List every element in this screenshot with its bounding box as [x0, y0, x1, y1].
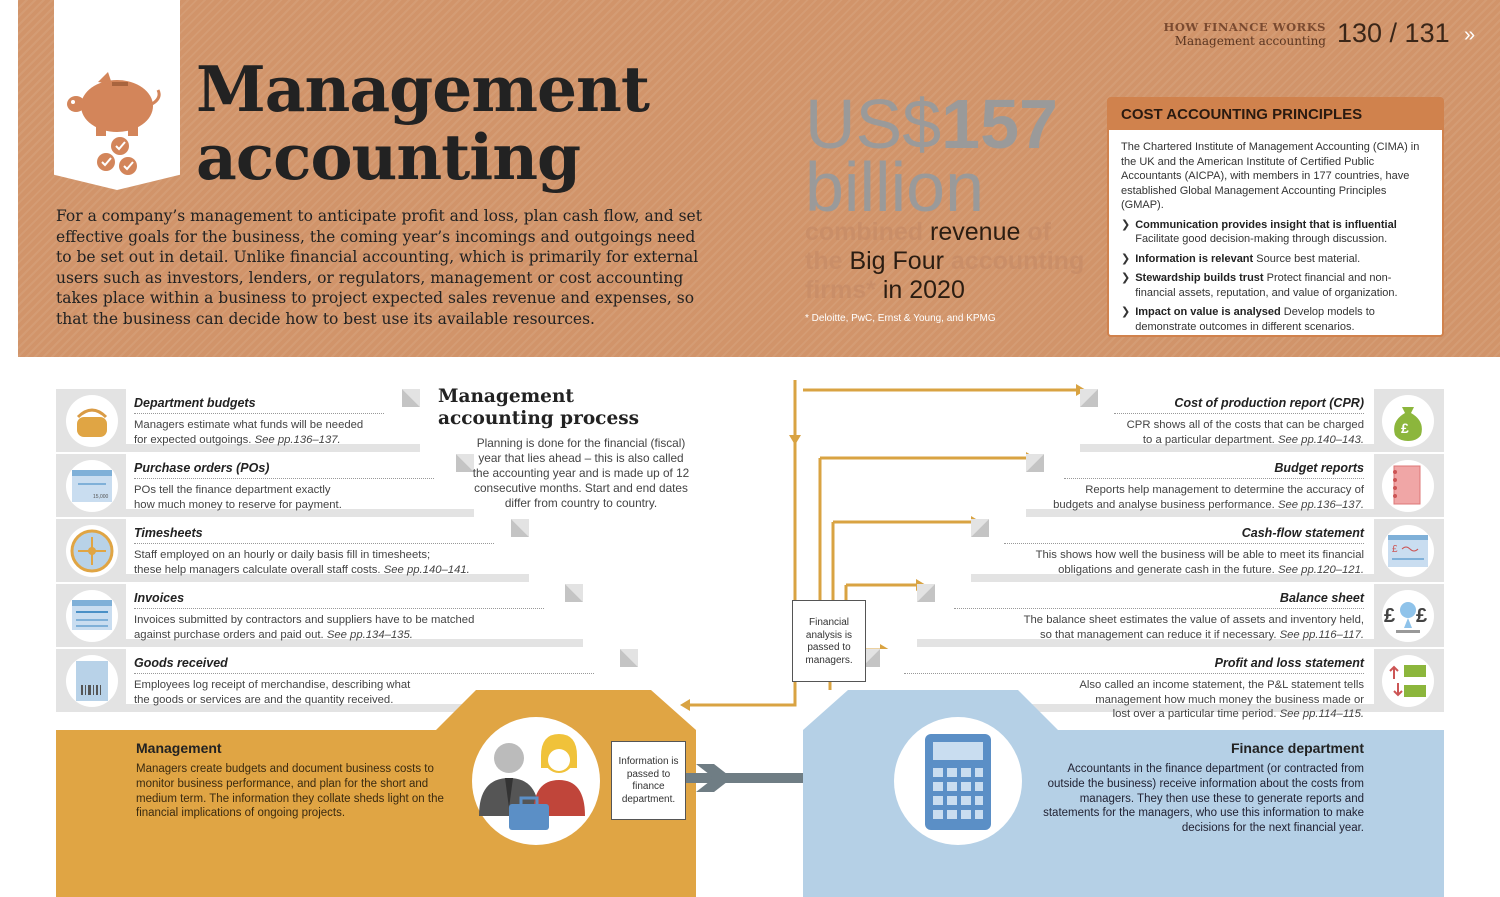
stat-word: combined: [805, 218, 924, 246]
stat-word: Big Four: [849, 247, 944, 275]
chevron-right-icon: ❯: [1121, 272, 1131, 284]
running-section: HOW FINANCE WORKS: [1163, 20, 1326, 34]
page-ref: See pp.140–141.: [383, 563, 470, 576]
cost-principles-intro: The Chartered Institute of Management Accounting (CIMA) in the UK and the American Institute of Certified Public Accountants (AICPA), with members in 177 countries, have established Global Management Accounting Principles (GMAP).: [1121, 141, 1420, 211]
invoice-icon: [66, 590, 118, 642]
stat-word: accounting: [950, 247, 1085, 275]
stat-amount: 157: [941, 85, 1058, 163]
page-ref: See pp.134–135.: [326, 628, 413, 641]
card-text: Reports help management to determine the accuracy of budgets and analyse business performance. See pp.136–137.: [1053, 484, 1364, 511]
page-ref: See pp.140–143.: [1277, 433, 1364, 446]
svg-text:£: £: [1401, 420, 1409, 436]
left-card-purchase-orders: [56, 454, 474, 517]
page-numbers: 130 / 131: [1337, 18, 1450, 48]
money-bag-icon: [1382, 395, 1434, 447]
card-text: Invoices submitted by contractors and suppliers have to be matched against purchase orders and paid out. See pp.134–135.: [134, 614, 475, 641]
intro-paragraph: For a company’s management to anticipate profit and loss, plan cash flow, and set effective goals for the business, the coming year’s incomings and outgoings need to be set out in detail. Unlike financial accounting, which is primarily for external users such as investors, lenders, or regulators, management or cost accounting takes place within a business to project expected sales revenue and expenses, so that the business can decide how to best use its available resources.: [56, 207, 702, 328]
right-card-balance-sheet: [917, 584, 1444, 647]
clock-icon: [66, 525, 118, 577]
card-text: The balance sheet estimates the value of assets and inventory held, so that management can reduce it if necessary. See pp.116–117.: [1023, 614, 1364, 641]
next-page-arrows[interactable]: »: [1464, 24, 1473, 46]
svg-text:£: £: [1392, 544, 1398, 555]
page-ref: See pp.136–137.: [254, 433, 341, 446]
finance-heading: Finance department: [1230, 740, 1364, 756]
svg-text:£: £: [1384, 605, 1396, 627]
running-subsection: Management accounting: [1174, 34, 1326, 48]
card-heading: Purchase orders (POs): [134, 461, 270, 475]
stat-word: the: [805, 247, 843, 275]
svg-text:£: £: [1416, 605, 1428, 627]
principle-title: Stewardship builds trust: [1135, 272, 1264, 284]
principle-text: Source best material.: [1256, 252, 1361, 265]
chevron-right-icon: ❯: [1121, 218, 1131, 231]
cost-principles-heading: COST ACCOUNTING PRINCIPLES: [1109, 99, 1442, 130]
right-card-budget-reports: [1026, 454, 1444, 517]
finance-text: Accountants in the finance department (or contracted from outside the business) receive information about the costs from managers. They then use these to generate reports and statements for the managers, who use this information to make decisions for the next financial year.: [1043, 763, 1364, 835]
stat-unit: billion: [805, 148, 984, 226]
purse-icon: [66, 395, 118, 447]
card-text: Managers estimate what funds will be needed for expected outgoings. See pp.136–137.: [134, 419, 364, 446]
left-card-timesheets: [56, 519, 529, 582]
card-text: This shows how well the business will be able to meet its financial obligations and generate cash in the future. See pp.120–121.: [1035, 549, 1364, 576]
card-text: CPR shows all of the costs that can be charged to a particular department. See pp.140–143.: [1126, 419, 1364, 446]
purchase-order-icon: [66, 460, 118, 512]
right-card-cash-flow: [971, 519, 1444, 582]
stat-word: revenue: [930, 218, 1021, 246]
card-heading: Budget reports: [1274, 461, 1364, 475]
card-heading: Cash-flow statement: [1241, 526, 1364, 540]
stat-currency: US$: [805, 85, 942, 163]
stat-footnote: * Deloitte, PwC, Ernst & Young, and KPMG: [805, 313, 996, 324]
page-ref: See pp.116–117.: [1279, 628, 1364, 641]
card-heading: Cost of production report (CPR): [1174, 396, 1364, 410]
left-card-department-budgets: [56, 389, 420, 452]
card-heading: Balance sheet: [1279, 591, 1364, 605]
process-title: Management accounting process: [438, 386, 640, 429]
principle-title: Information is relevant: [1135, 252, 1254, 265]
to-finance-label: Information is passed to finance department.: [611, 741, 686, 820]
page-ref: See pp.114–115.: [1279, 708, 1364, 720]
page-ref: See pp.120–121.: [1277, 563, 1364, 576]
title-line-2: accounting: [196, 120, 581, 194]
process-description: Planning is done for the financial (fiscal) year that lies ahead – this is also called the accounting year and is made up of 12 consecutive months. Start and end dates differ from country to country.: [472, 436, 690, 510]
card-heading: Timesheets: [134, 526, 203, 540]
left-card-invoices: [56, 584, 583, 647]
notebook-icon: [1382, 460, 1434, 512]
chevron-right-icon: ❯: [1121, 306, 1131, 318]
balance-scale-icon: [1382, 590, 1434, 642]
cash-flow-icon: [1382, 525, 1434, 577]
card-text: Also called an income statement, the P&L statement tells management how much money the business made or lost over a particular time period. See pp.114–115.: [1079, 679, 1364, 720]
principle-title: Communication provides insight that is influential: [1135, 218, 1397, 231]
card-heading: Goods received: [134, 656, 228, 670]
principle-text: Facilitate good decision-making through discussion.: [1135, 233, 1388, 245]
card-heading: Invoices: [134, 591, 185, 605]
title-line-1: Management: [196, 52, 649, 126]
principle-text: Protect financial and non-financial assets, reputation, and value of organization.: [1135, 272, 1398, 299]
to-managers-label: Financial analysis is passed to managers.: [792, 600, 866, 682]
chevron-right-icon: ❯: [1121, 252, 1131, 265]
card-text: Staff employed on an hourly or daily basis fill in timesheets; these help managers calculate overall staff costs. See pp.140–141.: [134, 549, 470, 576]
principle-text: Develop models to demonstrate outcomes in different scenarios.: [1135, 306, 1375, 333]
stat-word: in 2020: [882, 276, 965, 304]
calculator-icon: [893, 716, 1023, 846]
svg-text:15,000: 15,000: [93, 494, 109, 500]
card-heading: Profit and loss statement: [1214, 656, 1364, 670]
management-heading: Management: [136, 740, 222, 756]
managers-people-icon: [471, 716, 601, 846]
page-ref: See pp.136–137.: [1277, 498, 1364, 511]
stat-word: of: [1027, 218, 1051, 246]
card-text: POs tell the finance department exactly how much money to reserve for payment.: [134, 484, 342, 511]
principle-title: Impact on value is analysed: [1135, 306, 1281, 318]
right-card-cpr: [1080, 389, 1444, 452]
management-text: Managers create budgets and document business costs to monitor business performance, and plan for the short and medium term. The information they collate sheds light on the financial implications of ongoing projects.: [136, 763, 444, 820]
card-text: Employees log receipt of merchandise, describing what the goods or services are and the quantity received.: [134, 679, 411, 706]
stat-word: firms*: [805, 276, 876, 304]
card-heading: Department budgets: [134, 396, 256, 410]
